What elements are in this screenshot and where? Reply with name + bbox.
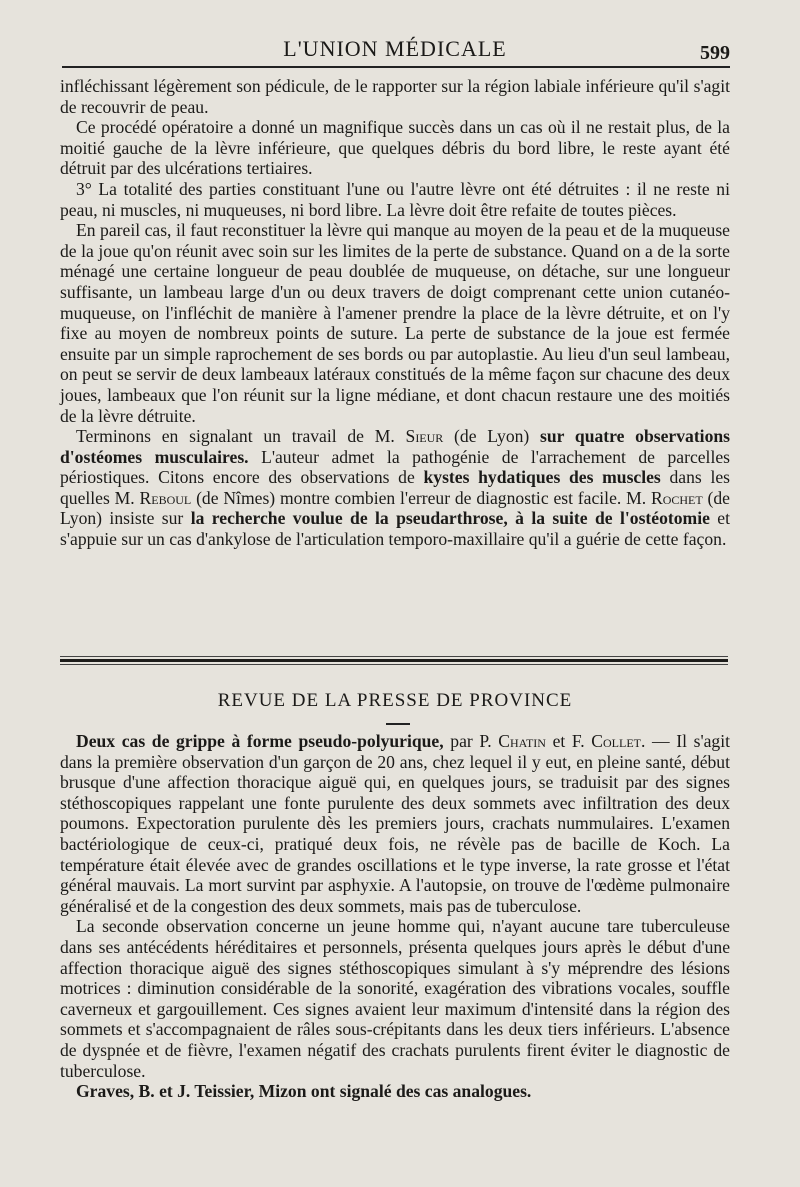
- bold-topic: la recherche voulue de la pseudarthrose, à la suite de l'ostéotomie: [190, 508, 710, 529]
- heading-dash: [386, 723, 410, 725]
- author-name: Chatin: [498, 731, 546, 751]
- paragraph: Ce procédé opératoire a donné un magnifique succès dans un cas où il ne restait plus, de la moitié gauche de la lèvre inférieure, que quelques débris du bord libre, le reste ayant été détruit par des ulcérations tertiaires.: [60, 117, 730, 179]
- paragraph: La seconde observation concerne un jeune homme qui, n'ayant aucune tare tuberculeuse dans ses antécédents héréditaires et personnels, présenta quelques jours après le début d'une affection thoracique aiguë des signes stéthoscopiques simulant à s'y méprendre des lésions motrices : diminution considérable de la sonorité, exagération des vibrations vocales, souffle caverneux et gargouillement. Ces signes avaient leur maximum d'intensité dans la région des sommets et s'accompagnaient de râles sous-crépitants dans les deux tiers inférieurs. L'absence de dyspnée et de fièvre, l'examen négatif des crachats purulents firent éviter le diagnostic de tuberculose.: [60, 916, 730, 1081]
- paragraph: Terminons en signalant un travail de M. Sieur (de Lyon) sur quatre observations d'ostéomes musculaires. L'auteur admet la pathogénie de l'arrachement de parcelles périostiques. Citons encore des observations de kystes hydatiques des muscles dans les quelles M. Reboul (de Nîmes) montre combien l'erreur de diagnostic est facile. M. Rochet (de Lyon) insiste sur la recherche voulue de la pseudarthrose, à la suite de l'ostéotomie et s'appuie sur un cas d'ankylose de l'articulation temporo-maxillaire qu'il a guérie de cette façon.: [60, 426, 731, 550]
- bold-topic: kystes hydatiques des muscles: [423, 467, 661, 488]
- running-head: [60, 30, 730, 66]
- author-name: Reboul: [139, 487, 192, 508]
- section-heading: REVUE DE LA PRESSE DE PROVINCE: [217, 690, 573, 711]
- bold-topic: sur quatre observations d'ostéomes musculaires.: [60, 426, 731, 467]
- section-separator: [60, 653, 728, 667]
- author-name: Rochet: [650, 487, 703, 508]
- paragraph: Deux cas de grippe à forme pseudo-polyurique, par P. Chatin et F. Collet. — Il s'agit dans la première observation d'un garçon de 20 ans, chez lequel il y eut, en pleine santé, début brusque d'une affection thoracique aiguë qui, en quelques jours, se traduisit par des signes stéthoscopiques rappelant une fonte purulente des deux sommets avec infiltration des deux poumons. Expectoration purulente dès les premiers jours, crachats nummulaires. L'examen bactériologique de ceux-ci, pratiqué deux fois, ne révèle pas de bacille de Koch. La température était élevée avec de grandes oscillations et le type inverse, la rate grosse et l'état général mauvais. La mort survint par asphyxie. A l'autopsie, on trouve de l'œdème pulmonaire généralisé et de la congestion des deux sommets, mais pas de tuberculose.: [60, 731, 731, 916]
- paragraph: En pareil cas, il faut reconstituer la lèvre qui manque au moyen de la peau et de la muqueuse de la joue qu'on réunit avec soin sur les limites de la perte de substance. Quand on a de la sorte ménagé une certaine longueur de peau doublée de muqueuse, on détache, sur une longueur suffisante, un lambeau large d'un ou deux travers de doigt comprenant cette union cutanéo-muqueuse, on l'infléchit de manière à l'amener prendre la place de la lèvre détruite, et on l'y fixe au moyen de nombreux points de suture. La perte de substance de la joue est fermée ensuite par un simple raprochement de ses bords ou par autoplastie. Au lieu d'un seul lambeau, on peut se servir de deux lambeaux latéraux constitués de la même façon sur chacune des deux joues, lambeaux que l'on réunit sur la ligne médiane, et dont chacun restaure une des moitiés de la lèvre détruite.: [60, 220, 730, 426]
- press-review: [60, 731, 730, 1102]
- paragraph: Graves, B. et J. Teissier, Mizon ont signalé des cas analogues.: [76, 1081, 532, 1102]
- article-title: Deux cas de grippe à forme pseudo-polyurique,: [76, 731, 444, 751]
- author-name: Collet.: [591, 731, 646, 751]
- article-continuation: [60, 76, 730, 550]
- page-number: 599: [700, 42, 730, 64]
- paragraph: infléchissant légèrement son pédicule, de le rapporter sur la région labiale inférieure qu'il s'agit de recouvrir de peau.: [60, 76, 730, 117]
- author-name: Sieur: [405, 426, 444, 447]
- header-rule: [62, 66, 730, 68]
- journal-title: L'UNION MÉDICALE: [283, 36, 507, 61]
- paragraph: 3° La totalité des parties constituant l'une ou l'autre lèvre ont été détruites : il ne reste ni peau, ni muscles, ni muqueuses, ni bord libre. La lèvre doit être refaite de toutes pièces.: [60, 178, 730, 220]
